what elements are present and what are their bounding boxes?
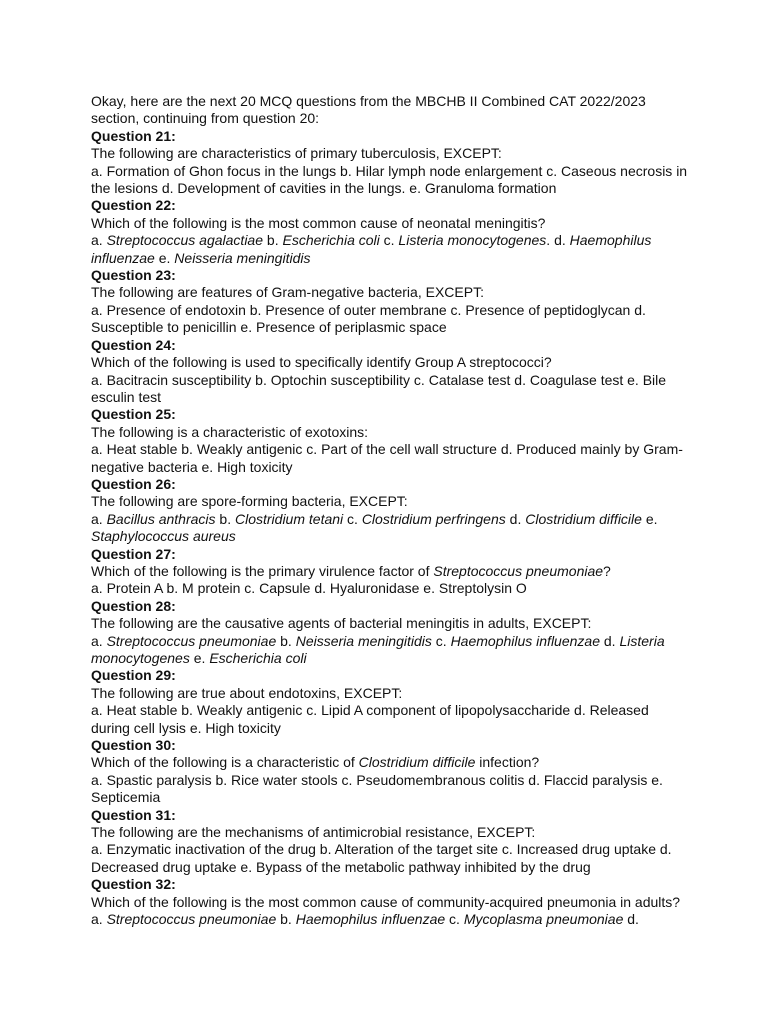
species-name: Haemophilus influenzae <box>295 911 446 928</box>
question-options <box>91 633 691 668</box>
text-segment: a. <box>91 232 107 249</box>
text-segment: The following are the mechanisms of antimicrobial resistance, EXCEPT: <box>91 824 536 841</box>
question-stem <box>91 493 691 510</box>
text-segment: c. <box>343 510 362 527</box>
text-segment: a. Bacitracin susceptibility b. Optochin susceptibility c. Catalase test d. Coagulase test e. Bile esculin test <box>91 371 667 405</box>
text-segment: The following are features of Gram-negative bacteria, EXCEPT: <box>91 284 484 301</box>
question-options <box>91 232 691 267</box>
question-options <box>91 302 691 337</box>
text-segment: The following is a characteristic of exotoxins: <box>91 423 369 440</box>
question-title: Question 32: <box>91 876 176 893</box>
question-title: Question 21: <box>91 127 176 144</box>
question-stem <box>91 284 691 301</box>
text-segment: a. Heat stable b. Weakly antigenic c. Lipid A component of lipopolysaccharide d. Released during cell lysis e. High toxicity <box>91 702 649 736</box>
species-name: Neisseria meningitidis <box>174 249 311 266</box>
question-title: Question 26: <box>91 475 176 492</box>
text-segment: e. <box>189 650 210 666</box>
text-segment: a. <box>91 510 107 527</box>
text-segment: b. <box>263 232 283 249</box>
text-segment: d. <box>623 911 639 928</box>
question-stem <box>91 824 691 841</box>
species-name: Staphylococcus aureus <box>91 528 236 545</box>
question-options <box>91 511 691 546</box>
species-name: Neisseria meningitidis <box>295 632 432 649</box>
question-stem <box>91 615 691 632</box>
species-name: Mycoplasma pneumoniae <box>463 911 624 928</box>
text-segment: The following are the causative agents of bacterial meningitis in adults, EXCEPT: <box>91 615 592 632</box>
question-options <box>91 372 691 407</box>
question-options <box>91 841 691 876</box>
text-segment: c. <box>379 232 399 249</box>
text-segment: a. Heat stable b. Weakly antigenic c. Part of the cell wall structure d. Produced mainly by Gram-negative bacteria e. High toxicity <box>91 441 683 475</box>
question-block <box>91 337 691 407</box>
text-segment: d. <box>505 510 526 527</box>
text-segment: a. Presence of endotoxin b. Presence of outer membrane c. Presence of peptidoglycan d. Susceptible to penicillin e. Presence of periplasmic space <box>91 301 646 336</box>
species-name: Clostridium perfringens <box>361 510 506 527</box>
text-segment: c. <box>431 632 451 649</box>
question-title: Question 28: <box>91 597 176 614</box>
text-segment: d. <box>600 632 620 649</box>
question-block <box>91 476 691 546</box>
text-segment: Which of the following is the most common cause of community-acquired pneumonia in adults? <box>91 893 681 910</box>
question-block <box>91 807 691 877</box>
question-stem <box>91 354 691 371</box>
text-segment: Which of the following is used to specifically identify Group A streptococci? <box>91 354 552 371</box>
text-segment: Which of the following is a characteristic of <box>91 754 359 771</box>
species-name: Haemophilus influenzae <box>450 632 600 649</box>
text-segment: Which of the following is the primary virulence factor of <box>91 562 434 579</box>
question-title: Question 24: <box>91 336 176 353</box>
question-list <box>91 128 691 929</box>
question-block <box>91 667 691 737</box>
document-page <box>91 93 691 929</box>
species-name: Clostridium difficile <box>358 754 476 771</box>
text-segment: ? <box>603 562 611 579</box>
species-name: Haemophilus influenzae <box>91 232 652 266</box>
text-segment: b. <box>276 911 296 928</box>
question-options <box>91 911 691 928</box>
question-stem <box>91 215 691 232</box>
question-stem <box>91 424 691 441</box>
question-options <box>91 702 691 737</box>
text-segment: The following are spore-forming bacteria, EXCEPT: <box>91 493 408 510</box>
text-segment: The following are true about endotoxins, EXCEPT: <box>91 684 403 701</box>
text-segment: Which of the following is the most common cause of neonatal meningitis? <box>91 214 546 231</box>
question-block <box>91 267 691 337</box>
question-stem <box>91 685 691 702</box>
text-segment: a. Enzymatic inactivation of the drug b. Alteration of the target site c. Increased drug uptake d. Decreased drug uptake e. Bypass of the metabolic pathway inhibited by the drug <box>91 841 672 875</box>
question-title: Question 31: <box>91 806 176 823</box>
text-segment: e. <box>641 510 658 527</box>
species-name: Escherichia coli <box>209 650 307 666</box>
question-options <box>91 163 691 198</box>
species-name: Streptococcus pneumoniae <box>433 562 604 579</box>
species-name: Clostridium tetani <box>234 510 344 527</box>
question-title: Question 29: <box>91 667 176 684</box>
text-segment: infection? <box>475 754 540 771</box>
text-segment: e. <box>154 249 175 266</box>
species-name: Listeria monocytogenes <box>91 632 665 666</box>
species-name: Bacillus anthracis <box>106 510 216 527</box>
text-segment: a. Formation of Ghon focus in the lungs b. Hilar lymph node enlargement c. Caseous necrosis in the lesions d. Development of cavities in the lungs. e. Granuloma formation <box>91 162 688 197</box>
question-stem <box>91 145 691 162</box>
question-stem <box>91 754 691 771</box>
question-block <box>91 197 691 267</box>
question-title: Question 30: <box>91 737 176 754</box>
question-title: Question 25: <box>91 406 176 423</box>
text-segment: c. <box>445 911 464 928</box>
question-title: Question 27: <box>91 545 176 562</box>
question-options <box>91 441 691 476</box>
question-block <box>91 128 691 198</box>
question-block <box>91 737 691 807</box>
species-name: Clostridium difficile <box>525 510 642 527</box>
question-options <box>91 580 691 597</box>
species-name: Listeria monocytogenes <box>398 232 547 249</box>
text-segment: a. Protein A b. M protein c. Capsule d. Hyaluronidase e. Streptolysin O <box>91 580 527 597</box>
question-stem <box>91 563 691 580</box>
question-stem <box>91 894 691 911</box>
question-options <box>91 772 691 807</box>
species-name: Escherichia coli <box>282 232 380 249</box>
question-block <box>91 876 691 928</box>
question-title: Question 22: <box>91 197 176 214</box>
species-name: Streptococcus pneumoniae <box>106 911 277 928</box>
text-segment: a. Spastic paralysis b. Rice water stools c. Pseudomembranous colitis d. Flaccid paralysis e. Septicemia <box>91 771 663 806</box>
text-segment: b. <box>276 632 296 649</box>
question-title: Question 23: <box>91 267 176 284</box>
intro-paragraph: Okay, here are the next 20 MCQ questions from the MBCHB II Combined CAT 2022/2023 section, continuing from question 20: <box>91 93 646 127</box>
species-name: Streptococcus pneumoniae <box>106 632 277 649</box>
question-block <box>91 406 691 476</box>
text-segment: The following are characteristics of primary tuberculosis, EXCEPT: <box>91 145 502 162</box>
text-segment: a. <box>91 632 107 649</box>
text-segment: . d. <box>546 232 570 249</box>
question-block <box>91 598 691 668</box>
species-name: Streptococcus agalactiae <box>106 232 264 249</box>
question-block <box>91 546 691 598</box>
text-segment: b. <box>215 510 235 527</box>
text-segment: a. <box>91 911 107 928</box>
